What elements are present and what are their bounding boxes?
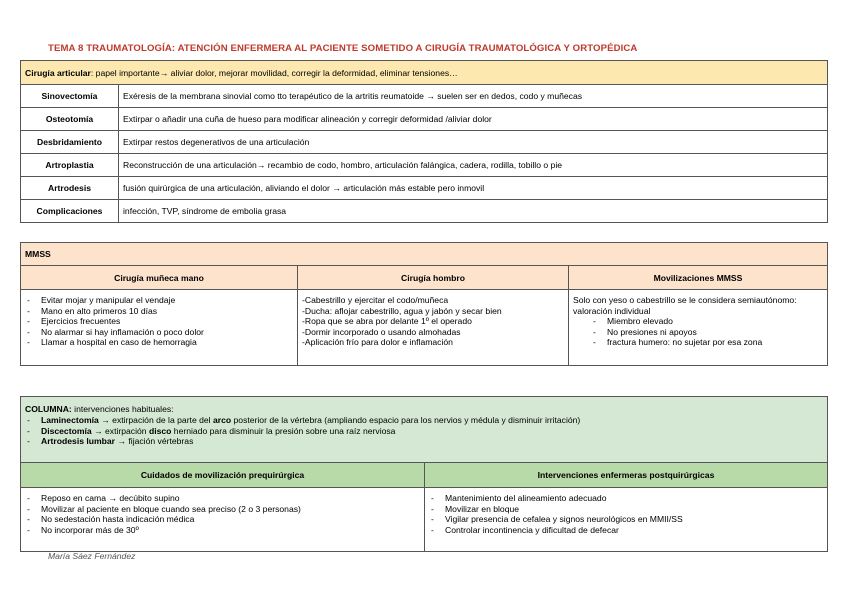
list-item: - Miembro elevado (573, 316, 823, 327)
columna-col-prequirurgica-title: Cuidados de movilización prequirúrgica (21, 463, 425, 488)
list-item: - Laminectomía → extirpación de la parte del arco posterior de la vértebra (ampliando espacio para los nervios y médula y disminuir irritación) (25, 415, 823, 426)
mmss-table (20, 242, 828, 366)
row-term: Desbridamiento (21, 131, 119, 154)
table-row (21, 131, 828, 154)
mmss-section-title: MMSS (21, 243, 828, 266)
columna-prequirurgica-cell (21, 488, 425, 552)
surgery-table (20, 60, 828, 223)
columna-postquirurgica-cell (425, 488, 828, 552)
row-desc: fusión quirúrgica de una articulación, aliviando el dolor → articulación más estable pero inmovil (119, 177, 828, 200)
row-term: Artroplastia (21, 154, 119, 177)
row-desc: infección, TVP, síndrome de embolia grasa (119, 200, 828, 223)
list-item: -Cabestrillo y ejercitar el codo/muñeca (302, 295, 449, 305)
list-item: - fractura humero: no sujetar por esa zona (573, 337, 823, 348)
mmss-col-wrist-hand-title: Cirugía muñeca mano (21, 266, 298, 290)
list-item: - No incorporar más de 30º (25, 525, 420, 536)
list-item: - No presiones ni apoyos (573, 327, 823, 338)
surgery-header-text: : papel importante→ aliviar dolor, mejorar movilidad, corregir la deformidad, eliminar tensiones… (90, 67, 458, 78)
columna-col-postquirurgica-title: Intervenciones enfermeras postquirúrgicas (425, 463, 828, 488)
table-row (21, 85, 828, 108)
table-row (21, 200, 828, 223)
list-item: - Mano en alto primeros 10 días (25, 306, 293, 317)
row-desc: Reconstrucción de una articulación→ recambio de codo, hombro, articulación falángica, cadera, rodilla, tobillo o pie (119, 154, 828, 177)
list-item: -Ropa que se abra por delante 1º el operado (302, 316, 472, 326)
list-item: - Discectomía → extirpación disco herniado para disminuir la presión sobre una raíz nerviosa (25, 426, 823, 437)
author-name: María Sáez Fernández (48, 551, 136, 561)
list-item: - Reposo en cama → decúbito supino (25, 493, 420, 504)
list-item: - Artrodesis lumbar → fijación vértebras (25, 436, 823, 447)
mmss-mobilization-intro: Solo con yeso o cabestrillo se le considera semiautónomo: valoración individual (573, 295, 797, 316)
list-item: - Controlar incontinencia y dificultad de defecar (429, 525, 823, 536)
columna-label: COLUMNA: (25, 404, 72, 414)
list-item: -Ducha: aflojar cabestrillo, agua y jabón y secar bien (302, 305, 502, 316)
list-item: - Evitar mojar y manipular el vendaje (25, 295, 293, 306)
list-item: -Dormir incorporado o usando almohadas (302, 326, 461, 337)
mmss-col-shoulder-title: Cirugía hombro (298, 266, 569, 290)
mmss-wrist-hand-cell (21, 290, 298, 366)
list-item: - No sedestación hasta indicación médica (25, 514, 420, 525)
list-item: - Ejercicios frecuentes (25, 316, 293, 327)
mmss-mobilization-cell (569, 290, 828, 366)
mmss-mobilization-list (573, 316, 823, 348)
list-item: - Llamar a hospital en caso de hemorragia (25, 337, 293, 348)
table-row (21, 154, 828, 177)
list-item: - Movilizar al paciente en bloque cuando sea preciso (2 o 3 personas) (25, 504, 420, 515)
columna-section (21, 397, 828, 463)
mmss-wrist-hand-list (25, 295, 293, 348)
row-term: Artrodesis (21, 177, 119, 200)
table-row (21, 108, 828, 131)
mmss-shoulder-cell (298, 290, 569, 366)
page-title: TEMA 8 TRAUMATOLOGÍA: ATENCIÓN ENFERMERA AL PACIENTE SOMETIDO A CIRUGÍA TRAUMATOLÓGICA Y ORTOPÉDICA (48, 43, 638, 54)
list-item: - No alarmar si hay inflamación o poco dolor (25, 327, 293, 338)
surgery-header-label: Cirugía articular (25, 67, 91, 78)
row-term: Sinovectomía (21, 85, 119, 108)
row-term: Osteotomía (21, 108, 119, 131)
list-item: - Movilizar en bloque (429, 504, 823, 515)
list-item: -Aplicación frío para dolor e inflamación (302, 337, 453, 347)
list-item: - Vigilar presencia de cefalea y signos neurológicos en MMII/SS (429, 514, 823, 525)
columna-table (20, 396, 828, 552)
row-desc: Exéresis de la membrana sinovial como tto terapéutico de la artritis reumatoide → suelen ser en dedos, codo y muñecas (119, 85, 828, 108)
table-row (21, 177, 828, 200)
list-item: - Mantenimiento del alineamiento adecuado (429, 493, 823, 504)
row-desc: Extirpar restos degenerativos de una articulación (119, 131, 828, 154)
columna-postquirurgica-list (429, 493, 823, 535)
columna-intro: intervenciones habituales: (71, 404, 174, 414)
row-desc: Extirpar o añadir una cuña de hueso para modificar alineación y corregir deformidad /aliviar dolor (119, 108, 828, 131)
row-term: Complicaciones (21, 200, 119, 223)
mmss-col-mobilization-title: Movilizaciones MMSS (569, 266, 828, 290)
columna-prequirurgica-list (25, 493, 420, 535)
surgery-header (21, 61, 828, 85)
columna-interventions-list (25, 415, 823, 447)
